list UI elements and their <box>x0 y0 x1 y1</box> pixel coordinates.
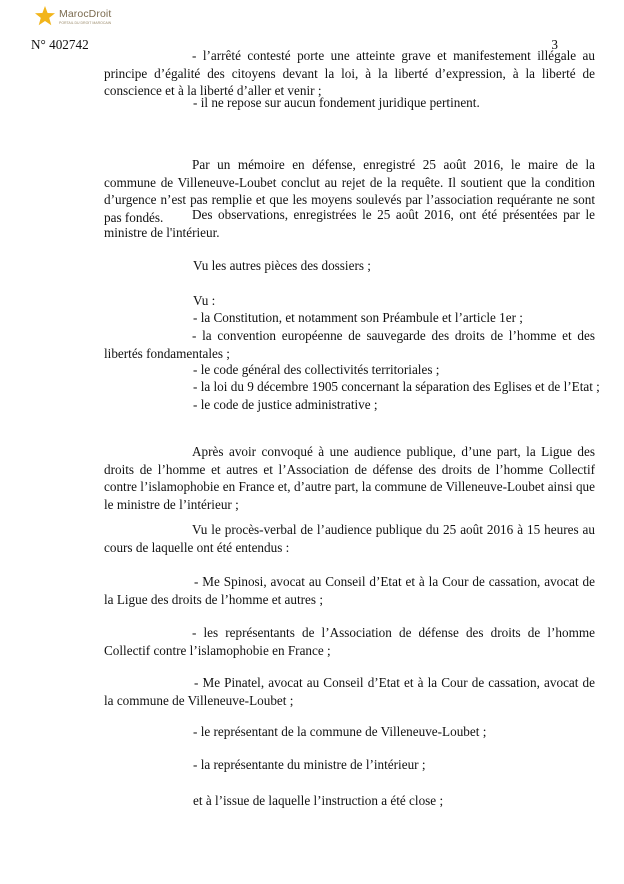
paragraph-proces-verbal: Vu le procès-verbal de l’audience publique du 25 août 2016 à 15 heures au cours de laquelle ont été entendus : <box>104 522 595 555</box>
vu-heading: Vu : <box>193 293 216 308</box>
vu-item-loi-1905: - la loi du 9 décembre 1905 concernant la séparation des Eglises et de l’Etat ; <box>193 379 600 394</box>
paragraph-heard-spinosi: - Me Spinosi, avocat au Conseil d’Etat et à la Cour de cassation, avocat de la Ligue des droits de l’homme et autres ; <box>104 574 595 607</box>
paragraph-heard-pinatel: - Me Pinatel, avocat au Conseil d’Etat et à la Cour de cassation, avocat de la commune de Villeneuve-Loubet ; <box>104 675 595 708</box>
paragraph-defense-memo: Par un mémoire en défense, enregistré 25 août 2016, le maire de la commune de Villeneuve-Loubet conclut au rejet de la requête. Il soutient que la condition d’urgence n’est pas remplie et que les moyens soulevés par l’association requérante ne sont pas fondés. <box>104 157 595 225</box>
vu-item-convention: - la convention européenne de sauvegarde des droits de l’homme et des libertés fondamentales ; <box>104 328 595 361</box>
page-number: 3 <box>551 37 558 52</box>
vu-item-code-justice: - le code de justice administrative ; <box>193 397 378 412</box>
paragraph-instruction-closed: et à l’issue de laquelle l’instruction a été close ; <box>193 793 444 808</box>
paragraph-argument-1: - l’arrêté contesté porte une atteinte grave et manifestement illégale au principe d’égalité des citoyens devant la loi, à la liberté d’expression, à la liberté de conscience et à la liberté d’aller et venir ; <box>104 48 595 98</box>
logo-tagline: PORTAIL DU DROIT MAROCAIN <box>59 21 112 25</box>
star-logo-icon <box>34 5 56 27</box>
paragraph-argument-2: - il ne repose sur aucun fondement juridique pertinent. <box>193 95 480 110</box>
vu-item-constitution: - la Constitution, et notamment son Préambule et l’article 1er ; <box>193 310 523 325</box>
paragraph-heard-commune-rep: - le représentant de la commune de Villeneuve-Loubet ; <box>193 724 487 739</box>
logo-brand-text: MarocDroit <box>59 8 112 20</box>
paragraph-heard-ministry-rep: - la représentante du ministre de l’intérieur ; <box>193 757 426 772</box>
paragraph-observations: Des observations, enregistrées le 25 août 2016, ont été présentées par le ministre de l'intérieur. <box>104 207 595 240</box>
paragraph-heard-association: - les représentants de l’Association de défense des droits de l’homme Collectif contre l’islamophobie en France ; <box>104 625 595 658</box>
paragraph-convocation: Après avoir convoqué à une audience publique, d’une part, la Ligue des droits de l’homme et autres et l’Association de défense des droits de l’homme Collectif contre l’islamophobie en France et, d’autre part, la commune de Villeneuve-Loubet ainsi que le ministre de l’intérieur ; <box>104 444 595 512</box>
vu-item-code-collectivites: - le code général des collectivités territoriales ; <box>193 362 440 377</box>
paragraph-other-documents: Vu les autres pièces des dossiers ; <box>193 258 371 273</box>
site-logo <box>34 5 124 31</box>
document-number: N° 402742 <box>31 37 89 52</box>
